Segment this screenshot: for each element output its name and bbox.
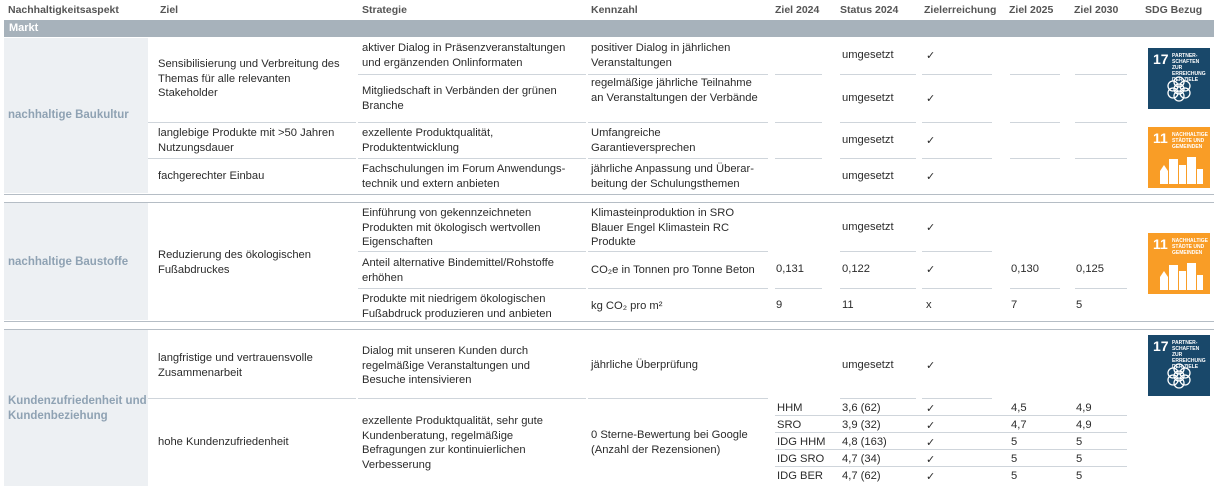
sdg-title: NACHHALTIGE STÄDTE UND GEMEINDEN [1172, 238, 1209, 256]
rating-site: SRO [777, 419, 802, 431]
header-status-2024: Status 2024 [840, 4, 899, 16]
ziel-2024-cell: 9 [776, 299, 783, 311]
kennzahl-cell: jährliche Überprüfung [591, 359, 698, 371]
sdg-title: PARTNER-SCHAFTEN ZUR ERREICHUNG DER ZIELE [1172, 340, 1206, 370]
ziel-2025-cell: 5 [1011, 470, 1018, 482]
row-divider [588, 158, 768, 159]
cell-line [775, 122, 822, 123]
check-mark: ✓ [926, 222, 936, 234]
cell-line [922, 158, 992, 159]
kennzahl-cell: positiver Dialog in jährlichen Veranstaltungen [591, 42, 731, 69]
cell-line [840, 251, 916, 252]
header-aspekt: Nachhaltigkeitsaspekt [8, 4, 119, 16]
cell-line [1075, 74, 1127, 75]
rating-status: 3,6 (62) [842, 402, 881, 414]
sdg-17-icon [1148, 335, 1210, 396]
rating-status: 4,8 (163) [842, 436, 887, 448]
sdg-number: 11 [1153, 130, 1168, 146]
sdg-11-icon [1148, 233, 1210, 294]
sdg-11-icon [1148, 127, 1210, 188]
row-divider [588, 288, 768, 289]
cell-line [1075, 122, 1127, 123]
status-cell: 0,122 [842, 263, 870, 275]
rating-status: 4,7 (34) [842, 453, 881, 465]
sdg-17-icon [1148, 48, 1210, 109]
cell-line [922, 122, 992, 123]
cell-line [922, 288, 992, 289]
check-mark: ✓ [926, 420, 936, 432]
rating-site: HHM [777, 402, 803, 414]
cell-line [840, 398, 916, 399]
group-separator [4, 194, 1214, 195]
cell-line [1010, 158, 1060, 159]
cell-line [1075, 158, 1127, 159]
kennzahl-cell: CO₂e in Tonnen pro Tonne Beton [591, 264, 755, 276]
strategie-cell: aktiver Dialog in Präsenzveranstaltungen und ergänzenden Onlinformaten [362, 42, 566, 69]
row-divider [358, 288, 586, 289]
ziel-cell: hohe Kundenzufriedenheit [158, 436, 289, 448]
strategie-cell: exzellente Produktqualität, Produktentwicklung [362, 127, 494, 154]
cell-line [1075, 288, 1127, 289]
row-divider [588, 251, 768, 252]
cell-line [840, 122, 916, 123]
header-ziel-2024: Ziel 2024 [775, 4, 820, 16]
check-mark: ✓ [926, 50, 936, 62]
section-title: Markt [9, 22, 39, 34]
strategie-cell: Mitgliedschaft in Verbänden der grünen Branche [362, 85, 557, 112]
cell-line [922, 398, 992, 399]
row-divider [358, 74, 586, 75]
status-cell: umgesetzt [842, 170, 894, 182]
ziel-2025-cell: 4,7 [1011, 419, 1027, 431]
header-strategie: Strategie [362, 4, 407, 16]
sdg-title: PARTNER-SCHAFTEN ZUR ERREICHUNG DER ZIELE [1172, 53, 1206, 83]
kennzahl-cell: regelmäßige jährliche Teilnahme an Veranstaltungen der Verbände [591, 77, 758, 104]
row-divider [588, 74, 768, 75]
rating-divider [775, 432, 1127, 433]
cell-line [775, 74, 822, 75]
miss-mark: x [926, 299, 932, 311]
ziel-2030-cell: 0,125 [1076, 263, 1104, 275]
cell-line [840, 158, 916, 159]
strategie-cell: Einführung von gekennzeichneten Produkten mit ökologisch wertvollen Eigenschaften [362, 207, 541, 248]
strategie-cell: Anteil alternative Bindemittel/Rohstoffe erhöhen [362, 257, 554, 284]
check-mark: ✓ [926, 360, 936, 372]
rating-site: IDG SRO [777, 453, 825, 465]
header-ziel-2025: Ziel 2025 [1009, 4, 1054, 16]
rating-status: 3,9 (32) [842, 419, 881, 431]
row-divider [358, 398, 586, 399]
ziel-2025-cell: 0,130 [1011, 263, 1039, 275]
sdg-number: 11 [1153, 236, 1168, 252]
rating-status: 4,7 (62) [842, 470, 881, 482]
strategie-cell: exzellente Produktqualität, sehr gute Kundenberatung, regelmäßige Befragungen zur kontinuierlichen Verbesserung [362, 415, 543, 471]
header-kennzahl: Kennzahl [591, 4, 638, 16]
ziel-cell: fachgerechter Einbau [158, 170, 265, 182]
cell-line [922, 251, 992, 252]
ziel-2030-cell: 5 [1076, 299, 1083, 311]
ziel-2025-cell: 5 [1011, 453, 1018, 465]
ziel-2024-cell: 0,131 [776, 263, 804, 275]
header-zielerreichung: Zielerreichung [924, 4, 997, 16]
check-mark: ✓ [926, 135, 936, 147]
kennzahl-cell: 0 Sterne-Bewertung bei Google (Anzahl der Rezensionen) [591, 429, 748, 456]
ziel-2025-cell: 5 [1011, 436, 1018, 448]
section-band [4, 20, 1214, 37]
cell-line [1010, 74, 1060, 75]
cell-line [1010, 122, 1060, 123]
header-ziel: Ziel [160, 4, 179, 16]
status-cell: umgesetzt [842, 359, 894, 371]
cell-line [1010, 288, 1060, 289]
row-divider [148, 122, 356, 123]
ziel-2030-cell: 4,9 [1076, 402, 1092, 414]
check-mark: ✓ [926, 454, 936, 466]
ziel-cell: langfristige und vertrauensvolle Zusammenarbeit [158, 352, 313, 379]
aspect-label: nachhaltige Baustoffe [8, 256, 129, 268]
group-separator [4, 321, 1214, 322]
ziel-2030-cell: 4,9 [1076, 419, 1092, 431]
check-mark: ✓ [926, 403, 936, 415]
header-ziel-2030: Ziel 2030 [1074, 4, 1119, 16]
check-mark: ✓ [926, 437, 936, 449]
status-cell: umgesetzt [842, 49, 894, 61]
group-separator [4, 329, 1214, 330]
header-sdg-bezug: SDG Bezug [1145, 4, 1203, 16]
strategie-cell: Produkte mit niedrigem ökologischen Fußabdruck produzieren und anbieten [362, 293, 552, 320]
row-divider [148, 398, 356, 399]
row-divider [148, 158, 356, 159]
row-divider [588, 398, 768, 399]
check-mark: ✓ [926, 264, 936, 276]
ziel-2025-cell: 4,5 [1011, 402, 1027, 414]
ziel-cell: langlebige Produkte mit >50 Jahren Nutzungsdauer [158, 127, 335, 154]
ziel-2030-cell: 5 [1076, 453, 1083, 465]
check-mark: ✓ [926, 171, 936, 183]
rating-divider [775, 449, 1127, 450]
row-divider [588, 122, 768, 123]
cell-line [775, 288, 822, 289]
row-divider [358, 251, 586, 252]
status-cell: 11 [842, 299, 854, 311]
aspect-label: nachhaltige Baukultur [8, 109, 129, 121]
row-divider [358, 158, 586, 159]
ziel-2030-cell: 5 [1076, 470, 1083, 482]
rating-site: IDG BER [777, 470, 824, 482]
row-divider [358, 122, 586, 123]
strategie-cell: Dialog mit unseren Kunden durch regelmäßige Veranstaltungen und Besuche intensivieren [362, 345, 530, 386]
kennzahl-cell: Klimasteinproduktion in SRO Blauer Engel Klimastein RC Produkte [591, 207, 735, 248]
status-cell: umgesetzt [842, 221, 894, 233]
status-cell: umgesetzt [842, 92, 894, 104]
kennzahl-cell: Umfangreiche Garantieversprechen [591, 127, 696, 154]
aspect-label: Kundenzufriedenheit und Kundenbeziehung [8, 395, 147, 422]
strategie-cell: Fachschulungen im Forum Anwendungs-technik und extern anbieten [362, 163, 566, 190]
rating-site: IDG HHM [777, 436, 826, 448]
ziel-cell: Sensibilisierung und Verbreitung des Themas für alle relevanten Stakeholder [158, 58, 340, 99]
cell-line [840, 288, 916, 289]
ziel-cell: Reduzierung des ökologischen Fußabdruckes [158, 249, 311, 276]
cell-line [775, 158, 822, 159]
sdg-number: 17 [1153, 338, 1169, 354]
sdg-number: 17 [1153, 51, 1169, 67]
ziel-2030-cell: 5 [1076, 436, 1083, 448]
kennzahl-cell: jährliche Anpassung und Überar-beitung der Schulungsthemen [591, 163, 754, 190]
rating-divider [775, 466, 1127, 467]
sdg-title: NACHHALTIGE STÄDTE UND GEMEINDEN [1172, 132, 1209, 150]
rating-divider [775, 415, 1127, 416]
kennzahl-cell: kg CO₂ pro m² [591, 300, 663, 312]
ziel-2025-cell: 7 [1011, 299, 1018, 311]
check-mark: ✓ [926, 471, 936, 483]
cell-line [922, 74, 992, 75]
cell-line [840, 74, 916, 75]
group-separator [4, 202, 1214, 203]
status-cell: umgesetzt [842, 134, 894, 146]
check-mark: ✓ [926, 93, 936, 105]
